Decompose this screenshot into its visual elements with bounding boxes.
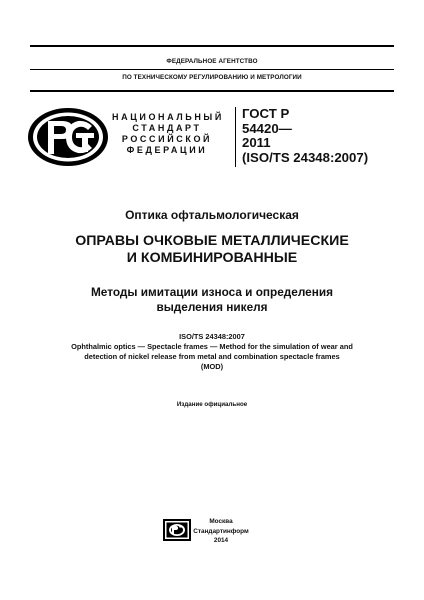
document-methods <box>0 285 424 314</box>
top-rule <box>30 45 394 47</box>
publisher-name: Стандартинформ <box>193 527 249 535</box>
gost-line-1: ГОСТ Р <box>242 106 290 121</box>
standard-label-line-3: РОССИЙСКОЙ <box>121 134 213 144</box>
document-title <box>0 233 424 267</box>
publisher-year: 2014 <box>213 537 229 544</box>
publisher-logo-icon <box>163 519 191 541</box>
agency-rule <box>30 69 394 70</box>
document-title-line-2: И КОМБИНИРОВАННЫЕ <box>126 250 298 266</box>
english-title-line-2: detection of nickel release from metal and combination spectacle frames <box>84 352 340 361</box>
header-bottom-rule <box>30 90 394 92</box>
gost-line-3: 2011 <box>242 135 271 150</box>
standard-label-line-1: НАЦИОНАЛЬНЫЙ <box>112 112 224 122</box>
document-methods-line-1: Методы имитации износа и определения <box>90 285 334 299</box>
standard-label-line-4: ФЕДЕРАЦИИ <box>126 145 208 155</box>
publisher-city: Москва <box>209 518 233 525</box>
agency-line-1: ФЕДЕРАЛЬНОЕ АГЕНТСТВО <box>166 58 258 65</box>
iso-code: ISO/TS 24348:2007 <box>179 332 245 341</box>
gost-designation <box>242 107 368 165</box>
document-title-line-1: ОПРАВЫ ОЧКОВЫЕ МЕТАЛЛИЧЕСКИЕ <box>75 233 349 249</box>
standard-label <box>112 112 222 156</box>
gost-line-2: 54420— <box>242 120 292 136</box>
english-title <box>0 342 424 372</box>
english-title-line-1: Ophthalmic optics — Spectacle frames — Method for the simulation of wear and <box>71 342 353 351</box>
gost-line-4: (ISO/TS 24348:2007) <box>242 149 369 165</box>
publisher-info <box>190 517 252 546</box>
agency-line-2: ПО ТЕХНИЧЕСКОМУ РЕГУЛИРОВАНИЮ И МЕТРОЛОГИИ <box>122 74 302 81</box>
document-methods-line-2: выделения никеля <box>156 299 268 314</box>
standard-divider <box>235 107 236 167</box>
standard-label-line-2: СТАНДАРТ <box>132 123 202 133</box>
official-edition: Издание официальное <box>176 401 248 408</box>
document-subtitle: Оптика офтальмологическая <box>125 208 299 222</box>
english-title-line-3: (MOD) <box>200 362 224 371</box>
rst-logo-icon <box>26 106 110 168</box>
